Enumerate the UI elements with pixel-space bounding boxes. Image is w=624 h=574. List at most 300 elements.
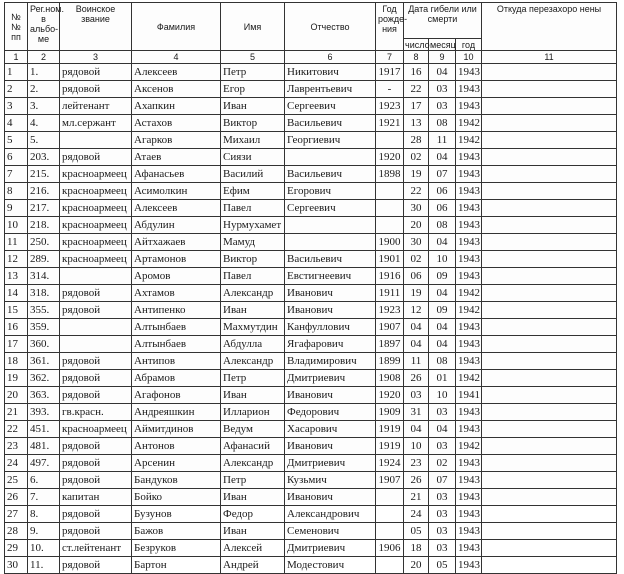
cell-death-month: 08 <box>429 353 456 370</box>
cell-death-month: 04 <box>429 149 456 166</box>
cell-death-year: 1942 <box>456 302 482 319</box>
cell-reg-number: 217. <box>28 200 60 217</box>
table-body <box>5 3 617 574</box>
cell-surname: Ахапкин <box>132 98 221 115</box>
table-row <box>5 132 617 149</box>
cell-death-day: 18 <box>404 540 429 557</box>
cell-death-year: 1943 <box>456 421 482 438</box>
cell-first-name: Сиязи <box>221 149 285 166</box>
cell-death-day: 22 <box>404 81 429 98</box>
cell-death-month: 03 <box>429 98 456 115</box>
cell-reg-number: 451. <box>28 421 60 438</box>
table-row <box>5 268 617 285</box>
cell-first-name: Иван <box>221 489 285 506</box>
cell-surname: Бузунов <box>132 506 221 523</box>
cell-death-month: 03 <box>429 489 456 506</box>
cell-reg-number: 250. <box>28 234 60 251</box>
cell-reg-number: 289. <box>28 251 60 268</box>
cell-surname: Антипенко <box>132 302 221 319</box>
cell-number: 1 <box>5 64 28 81</box>
cell-reg-number: 6. <box>28 472 60 489</box>
table-row <box>5 387 617 404</box>
cell-first-name: Василий <box>221 166 285 183</box>
cell-death-year: 1943 <box>456 557 482 574</box>
header-num: №№ пп <box>5 3 28 51</box>
cell-reburial-origin <box>482 336 617 353</box>
cell-death-year: 1942 <box>456 115 482 132</box>
column-number: 7 <box>376 51 404 64</box>
cell-reg-number: 497. <box>28 455 60 472</box>
cell-reg-number: 203. <box>28 149 60 166</box>
cell-first-name: Виктор <box>221 251 285 268</box>
cell-surname: Астахов <box>132 115 221 132</box>
cell-reburial-origin <box>482 183 617 200</box>
header-reburial: Откуда перезахоро нены <box>482 3 617 51</box>
cell-death-month: 03 <box>429 438 456 455</box>
cell-first-name: Михаил <box>221 132 285 149</box>
cell-surname: Антипов <box>132 353 221 370</box>
cell-birth-year: 1908 <box>376 370 404 387</box>
table-row <box>5 438 617 455</box>
cell-reburial-origin <box>482 455 617 472</box>
cell-number: 21 <box>5 404 28 421</box>
cell-death-year: 1943 <box>456 455 482 472</box>
cell-reg-number: 8. <box>28 506 60 523</box>
cell-patronymic: Федорович <box>285 404 376 421</box>
cell-rank: гв.красн. <box>60 404 132 421</box>
cell-surname: Алексеев <box>132 64 221 81</box>
cell-death-year: 1943 <box>456 404 482 421</box>
cell-reburial-origin <box>482 472 617 489</box>
cell-birth-year: 1920 <box>376 149 404 166</box>
table-row <box>5 421 617 438</box>
cell-birth-year: 1917 <box>376 64 404 81</box>
cell-first-name: Афанасий <box>221 438 285 455</box>
cell-death-day: 31 <box>404 404 429 421</box>
cell-surname: Алтынбаев <box>132 336 221 353</box>
cell-death-year: 1943 <box>456 149 482 166</box>
cell-death-year: 1943 <box>456 336 482 353</box>
table-row <box>5 200 617 217</box>
cell-patronymic: Семенович <box>285 523 376 540</box>
cell-death-month: 04 <box>429 319 456 336</box>
cell-number: 30 <box>5 557 28 574</box>
cell-death-day: 02 <box>404 149 429 166</box>
cell-rank: рядовой <box>60 472 132 489</box>
header-month: месяц <box>430 39 456 50</box>
cell-reg-number: 218. <box>28 217 60 234</box>
cell-surname: Бойко <box>132 489 221 506</box>
cell-rank: рядовой <box>60 64 132 81</box>
cell-number: 10 <box>5 217 28 234</box>
cell-reburial-origin <box>482 489 617 506</box>
cell-birth-year: 1899 <box>376 353 404 370</box>
cell-number: 3 <box>5 98 28 115</box>
cell-reburial-origin <box>482 506 617 523</box>
cell-death-month: 03 <box>429 404 456 421</box>
cell-rank: красноармеец <box>60 166 132 183</box>
cell-death-month: 11 <box>429 132 456 149</box>
cell-death-day: 06 <box>404 268 429 285</box>
cell-first-name: Иван <box>221 302 285 319</box>
cell-patronymic: Владимирович <box>285 353 376 370</box>
cell-birth-year <box>376 217 404 234</box>
cell-death-year: 1943 <box>456 268 482 285</box>
cell-birth-year <box>376 183 404 200</box>
cell-birth-year: 1900 <box>376 234 404 251</box>
cell-number: 15 <box>5 302 28 319</box>
cell-surname: Алексеев <box>132 200 221 217</box>
cell-reburial-origin <box>482 557 617 574</box>
cell-rank: красноармеец <box>60 183 132 200</box>
table-row <box>5 64 617 81</box>
header-day: число <box>405 39 430 50</box>
cell-birth-year: 1920 <box>376 387 404 404</box>
cell-first-name: Иван <box>221 98 285 115</box>
cell-patronymic: Канфуллович <box>285 319 376 336</box>
cell-death-day: 02 <box>404 251 429 268</box>
cell-death-month: 07 <box>429 472 456 489</box>
cell-number: 2 <box>5 81 28 98</box>
cell-first-name: Нурмухамет <box>221 217 285 234</box>
cell-number: 24 <box>5 455 28 472</box>
cell-reburial-origin <box>482 523 617 540</box>
cell-reburial-origin <box>482 98 617 115</box>
cell-death-month: 08 <box>429 115 456 132</box>
cell-surname: Айтхажаев <box>132 234 221 251</box>
cell-rank: красноармеец <box>60 234 132 251</box>
cell-death-day: 28 <box>404 132 429 149</box>
cell-first-name: Мамуд <box>221 234 285 251</box>
cell-surname: Абрамов <box>132 370 221 387</box>
cell-rank: рядовой <box>60 353 132 370</box>
column-number: 10 <box>456 51 482 64</box>
cell-patronymic: Евстигнеевич <box>285 268 376 285</box>
cell-rank: рядовой <box>60 387 132 404</box>
cell-birth-year <box>376 489 404 506</box>
cell-reburial-origin <box>482 81 617 98</box>
cell-patronymic: Васильевич <box>285 166 376 183</box>
cell-birth-year: 1907 <box>376 472 404 489</box>
cell-death-year: 1943 <box>456 319 482 336</box>
cell-first-name: Егор <box>221 81 285 98</box>
cell-surname: Аромов <box>132 268 221 285</box>
cell-rank <box>60 319 132 336</box>
cell-birth-year <box>376 557 404 574</box>
cell-surname: Бартон <box>132 557 221 574</box>
header-birth: Год рожде-ния <box>376 3 404 51</box>
cell-death-day: 12 <box>404 302 429 319</box>
cell-patronymic <box>285 234 376 251</box>
cell-rank: красноармеец <box>60 200 132 217</box>
cell-rank <box>60 268 132 285</box>
cell-rank: красноармеец <box>60 217 132 234</box>
cell-reg-number: 215. <box>28 166 60 183</box>
table-row <box>5 557 617 574</box>
cell-death-month: 06 <box>429 183 456 200</box>
cell-reburial-origin <box>482 387 617 404</box>
cell-death-day: 26 <box>404 472 429 489</box>
cell-patronymic: Ягафарович <box>285 336 376 353</box>
cell-reburial-origin <box>482 540 617 557</box>
cell-death-year: 1943 <box>456 353 482 370</box>
cell-rank: красноармеец <box>60 421 132 438</box>
column-number: 9 <box>429 51 456 64</box>
cell-number: 26 <box>5 489 28 506</box>
cell-rank: красноармеец <box>60 251 132 268</box>
cell-death-day: 03 <box>404 387 429 404</box>
cell-surname: Антонов <box>132 438 221 455</box>
cell-surname: Аксенов <box>132 81 221 98</box>
cell-patronymic: Иванович <box>285 489 376 506</box>
cell-first-name: Махмутдин <box>221 319 285 336</box>
header-year: год <box>456 39 482 51</box>
cell-first-name: Петр <box>221 472 285 489</box>
cell-number: 28 <box>5 523 28 540</box>
cell-death-day: 04 <box>404 421 429 438</box>
cell-rank <box>60 336 132 353</box>
cell-reburial-origin <box>482 404 617 421</box>
cell-death-month: 08 <box>429 217 456 234</box>
cell-reburial-origin <box>482 421 617 438</box>
cell-death-year: 1943 <box>456 489 482 506</box>
cell-reg-number: 355. <box>28 302 60 319</box>
cell-death-month: 04 <box>429 336 456 353</box>
cell-rank: рядовой <box>60 149 132 166</box>
header-surname: Фамилия <box>132 3 221 51</box>
cell-birth-year <box>376 200 404 217</box>
cell-death-day: 19 <box>404 285 429 302</box>
cell-first-name: Андрей <box>221 557 285 574</box>
cell-patronymic <box>285 149 376 166</box>
cell-birth-year: 1898 <box>376 166 404 183</box>
cell-death-day: 20 <box>404 557 429 574</box>
cell-number: 25 <box>5 472 28 489</box>
cell-rank: лейтенант <box>60 98 132 115</box>
cell-reg-number: 11. <box>28 557 60 574</box>
cell-first-name: Ведум <box>221 421 285 438</box>
cell-patronymic: Иванович <box>285 285 376 302</box>
cell-birth-year: 1909 <box>376 404 404 421</box>
header-patronymic: Отчество <box>285 3 376 51</box>
cell-reg-number: 318. <box>28 285 60 302</box>
cell-reburial-origin <box>482 166 617 183</box>
header-row <box>5 3 617 39</box>
cell-death-year: 1943 <box>456 98 482 115</box>
cell-first-name: Федор <box>221 506 285 523</box>
cell-death-year: 1943 <box>456 183 482 200</box>
cell-death-day: 20 <box>404 217 429 234</box>
cell-birth-year <box>376 506 404 523</box>
cell-number: 11 <box>5 234 28 251</box>
column-number: 1 <box>5 51 28 64</box>
cell-death-day: 13 <box>404 115 429 132</box>
cell-first-name: Иван <box>221 387 285 404</box>
cell-death-year: 1943 <box>456 523 482 540</box>
cell-number: 8 <box>5 183 28 200</box>
cell-surname: Безруков <box>132 540 221 557</box>
cell-first-name: Виктор <box>221 115 285 132</box>
cell-death-month: 02 <box>429 455 456 472</box>
cell-number: 13 <box>5 268 28 285</box>
cell-rank: рядовой <box>60 285 132 302</box>
table-row <box>5 506 617 523</box>
cell-birth-year: 1919 <box>376 438 404 455</box>
cell-rank: рядовой <box>60 455 132 472</box>
cell-patronymic: Александрович <box>285 506 376 523</box>
cell-reg-number: 393. <box>28 404 60 421</box>
cell-birth-year: 1924 <box>376 455 404 472</box>
cell-reburial-origin <box>482 234 617 251</box>
cell-patronymic: Иванович <box>285 387 376 404</box>
cell-reburial-origin <box>482 149 617 166</box>
cell-death-day: 30 <box>404 234 429 251</box>
cell-reg-number: 5. <box>28 132 60 149</box>
cell-rank: мл.сержант <box>60 115 132 132</box>
cell-number: 29 <box>5 540 28 557</box>
cell-surname: Аймитдинов <box>132 421 221 438</box>
table-row <box>5 115 617 132</box>
cell-death-month: 04 <box>429 421 456 438</box>
cell-birth-year: - <box>376 81 404 98</box>
cell-death-month: 03 <box>429 81 456 98</box>
cell-reg-number: 216. <box>28 183 60 200</box>
cell-death-day: 17 <box>404 98 429 115</box>
cell-death-year: 1943 <box>456 234 482 251</box>
cell-birth-year: 1901 <box>376 251 404 268</box>
cell-reburial-origin <box>482 319 617 336</box>
cell-surname: Агафонов <box>132 387 221 404</box>
cell-birth-year: 1923 <box>376 98 404 115</box>
column-number: 2 <box>28 51 60 64</box>
cell-patronymic: Дмитриевич <box>285 370 376 387</box>
cell-surname: Артамонов <box>132 251 221 268</box>
cell-first-name: Павел <box>221 268 285 285</box>
header-reg: Рег.ном. в альбо-ме <box>28 3 60 51</box>
cell-rank: рядовой <box>60 523 132 540</box>
cell-surname: Ахтамов <box>132 285 221 302</box>
column-number: 4 <box>132 51 221 64</box>
cell-birth-year: 1921 <box>376 115 404 132</box>
cell-surname: Андреяшкин <box>132 404 221 421</box>
cell-surname: Арсенин <box>132 455 221 472</box>
cell-death-month: 01 <box>429 370 456 387</box>
header-death-group: Дата гибели или смерти <box>404 3 482 39</box>
cell-death-month: 06 <box>429 200 456 217</box>
table-row <box>5 353 617 370</box>
cell-death-day: 30 <box>404 200 429 217</box>
cell-death-day: 23 <box>404 455 429 472</box>
cell-patronymic: Сергеевич <box>285 200 376 217</box>
cell-rank <box>60 132 132 149</box>
cell-reg-number: 9. <box>28 523 60 540</box>
cell-reg-number: 3. <box>28 98 60 115</box>
cell-reg-number: 362. <box>28 370 60 387</box>
cell-number: 9 <box>5 200 28 217</box>
cell-death-day: 22 <box>404 183 429 200</box>
cell-birth-year <box>376 132 404 149</box>
table-row <box>5 234 617 251</box>
column-number: 11 <box>482 51 617 64</box>
table-row <box>5 319 617 336</box>
table-row <box>5 523 617 540</box>
cell-reburial-origin <box>482 370 617 387</box>
cell-death-day: 16 <box>404 64 429 81</box>
table-row <box>5 489 617 506</box>
cell-first-name: Ефим <box>221 183 285 200</box>
register-page <box>4 2 620 571</box>
cell-reg-number: 7. <box>28 489 60 506</box>
cell-surname: Абдулин <box>132 217 221 234</box>
table-row <box>5 251 617 268</box>
cell-rank: рядовой <box>60 557 132 574</box>
cell-number: 4 <box>5 115 28 132</box>
cell-death-year: 1942 <box>456 370 482 387</box>
cell-death-year: 1943 <box>456 472 482 489</box>
cell-number: 19 <box>5 370 28 387</box>
cell-patronymic: Никитович <box>285 64 376 81</box>
cell-birth-year: 1923 <box>376 302 404 319</box>
cell-death-month: 05 <box>429 557 456 574</box>
cell-death-month: 10 <box>429 251 456 268</box>
table-row <box>5 98 617 115</box>
cell-death-year: 1943 <box>456 251 482 268</box>
cell-patronymic: Сергеевич <box>285 98 376 115</box>
cell-death-year: 1943 <box>456 217 482 234</box>
cell-reg-number: 4. <box>28 115 60 132</box>
table-row <box>5 149 617 166</box>
cell-number: 17 <box>5 336 28 353</box>
cell-death-day: 26 <box>404 370 429 387</box>
cell-surname: Бандуков <box>132 472 221 489</box>
column-number: 6 <box>285 51 376 64</box>
cell-reg-number: 1. <box>28 64 60 81</box>
cell-death-month: 04 <box>429 234 456 251</box>
cell-birth-year: 1911 <box>376 285 404 302</box>
cell-death-month: 09 <box>429 302 456 319</box>
cell-reg-number: 314. <box>28 268 60 285</box>
cell-rank: капитан <box>60 489 132 506</box>
cell-death-month: 03 <box>429 523 456 540</box>
cell-number: 20 <box>5 387 28 404</box>
burial-register-table <box>4 2 617 574</box>
cell-death-month: 04 <box>429 285 456 302</box>
cell-surname: Алтынбаев <box>132 319 221 336</box>
cell-surname: Атаев <box>132 149 221 166</box>
cell-death-day: 04 <box>404 319 429 336</box>
cell-surname: Бажов <box>132 523 221 540</box>
cell-patronymic: Дмитриевич <box>285 540 376 557</box>
cell-first-name: Павел <box>221 200 285 217</box>
cell-death-year: 1941 <box>456 387 482 404</box>
cell-reburial-origin <box>482 251 617 268</box>
header-name: Имя <box>221 3 285 51</box>
table-row <box>5 336 617 353</box>
column-numbers-row <box>5 51 617 64</box>
cell-rank: рядовой <box>60 438 132 455</box>
cell-reburial-origin <box>482 115 617 132</box>
cell-death-year: 1942 <box>456 438 482 455</box>
table-row <box>5 404 617 421</box>
cell-first-name: Александр <box>221 455 285 472</box>
table-row <box>5 302 617 319</box>
cell-death-year: 1943 <box>456 64 482 81</box>
cell-reburial-origin <box>482 353 617 370</box>
cell-number: 27 <box>5 506 28 523</box>
cell-reburial-origin <box>482 132 617 149</box>
cell-reg-number: 363. <box>28 387 60 404</box>
cell-first-name: Петр <box>221 370 285 387</box>
